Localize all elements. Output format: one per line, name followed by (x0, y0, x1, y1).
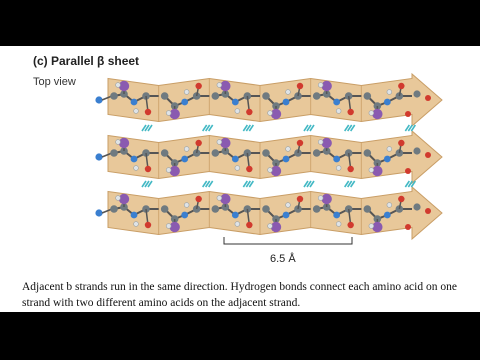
oxygen-atom (398, 196, 404, 202)
distance-bracket (224, 237, 352, 244)
hydrogen-atom (318, 83, 323, 88)
hydrogen-atom (134, 222, 139, 227)
oxygen-atom (398, 140, 404, 146)
carbon-atom (212, 92, 220, 100)
carbon-atom (161, 149, 169, 157)
nitrogen-atom (333, 99, 340, 106)
hydrogen-atom (116, 83, 121, 88)
hydrogen-atom (268, 224, 273, 229)
carbon-atom (110, 205, 118, 213)
nitrogen-atom (384, 99, 391, 106)
hydrogen-atom (217, 140, 222, 145)
hydrogen-atom (336, 109, 341, 114)
carbon-atom (364, 205, 372, 213)
oxygen-atom (347, 109, 353, 115)
distance-label: 6.5 Å (270, 253, 296, 265)
carbon-atom (161, 92, 169, 100)
hydrogen-atom (235, 222, 240, 227)
oxygen-atom (246, 166, 252, 172)
carbon-atom (413, 90, 420, 97)
carbon-atom (313, 92, 321, 100)
nitrogen-atom (95, 209, 102, 216)
oxygen-atom (405, 224, 411, 230)
carbon-atom (413, 147, 420, 154)
oxygen-atom (145, 222, 151, 228)
oxygen-atom (425, 95, 431, 101)
nitrogen-atom (181, 156, 188, 163)
hydrogen-atom (184, 90, 189, 95)
hydrogen-atom (318, 140, 323, 145)
oxygen-atom (297, 196, 303, 202)
nitrogen-atom (95, 153, 102, 160)
hydrogen-atom (286, 147, 291, 152)
nitrogen-atom (232, 212, 239, 219)
hydrogen-atom (184, 203, 189, 208)
carbon-atom (262, 149, 270, 157)
oxygen-atom (398, 83, 404, 89)
nitrogen-atom (333, 212, 340, 219)
carbon-atom (212, 149, 220, 157)
hydrogen-atom (387, 203, 392, 208)
carbon-atom (313, 149, 321, 157)
hydrogen-atom (184, 147, 189, 152)
oxygen-atom (145, 166, 151, 172)
hydrogen-atom (369, 224, 374, 229)
nitrogen-atom (283, 156, 290, 163)
nitrogen-atom (283, 99, 290, 106)
caption: Adjacent b strands run in the same direction. Hydrogen bonds connect each amino acid on one strand with two different amino acids on the adjacent strand. (22, 281, 457, 309)
slide (0, 46, 480, 312)
hydrogen-atom (369, 168, 374, 173)
hydrogen-atom (286, 90, 291, 95)
nitrogen-atom (232, 156, 239, 163)
carbon-atom (110, 149, 118, 157)
oxygen-atom (297, 140, 303, 146)
oxygen-atom (425, 208, 431, 214)
carbon-atom (161, 205, 169, 213)
hydrogen-atom (217, 83, 222, 88)
oxygen-atom (405, 168, 411, 174)
figure-title: (c) Parallel β sheet (33, 54, 140, 68)
nitrogen-atom (384, 212, 391, 219)
hydrogen-atom (387, 90, 392, 95)
oxygen-atom (195, 196, 201, 202)
oxygen-atom (347, 222, 353, 228)
hydrogen-atom (268, 168, 273, 173)
hydrogen-atom (235, 166, 240, 171)
oxygen-atom (347, 166, 353, 172)
oxygen-atom (297, 83, 303, 89)
hydrogen-atom (166, 168, 171, 173)
hydrogen-atom (217, 196, 222, 201)
nitrogen-atom (333, 156, 340, 163)
oxygen-atom (425, 152, 431, 158)
nitrogen-atom (283, 212, 290, 219)
carbon-atom (262, 92, 270, 100)
hydrogen-atom (134, 109, 139, 114)
oxygen-atom (195, 83, 201, 89)
carbon-atom (413, 203, 420, 210)
nitrogen-atom (181, 212, 188, 219)
carbon-atom (110, 92, 118, 100)
hydrogen-atom (336, 166, 341, 171)
carbon-atom (364, 92, 372, 100)
hydrogen-atom (116, 140, 121, 145)
carbon-atom (364, 149, 372, 157)
hydrogen-atom (166, 224, 171, 229)
oxygen-atom (246, 222, 252, 228)
hydrogen-atom (286, 203, 291, 208)
oxygen-atom (195, 140, 201, 146)
nitrogen-atom (131, 212, 138, 219)
oxygen-atom (145, 109, 151, 115)
hydrogen-atom (318, 196, 323, 201)
hydrogen-atom (166, 111, 171, 116)
hydrogen-atom (116, 196, 121, 201)
hydrogen-atom (268, 111, 273, 116)
nitrogen-atom (95, 96, 102, 103)
nitrogen-atom (131, 99, 138, 106)
hydrogen-atom (235, 109, 240, 114)
oxygen-atom (405, 111, 411, 117)
hydrogen-atom (336, 222, 341, 227)
carbon-atom (262, 205, 270, 213)
hydrogen-atom (134, 166, 139, 171)
figure-subtitle: Top view (33, 76, 76, 88)
nitrogen-atom (181, 99, 188, 106)
nitrogen-atom (131, 156, 138, 163)
hydrogen-atom (387, 147, 392, 152)
carbon-atom (313, 205, 321, 213)
nitrogen-atom (384, 156, 391, 163)
oxygen-atom (246, 109, 252, 115)
hydrogen-atom (369, 111, 374, 116)
carbon-atom (212, 205, 220, 213)
nitrogen-atom (232, 99, 239, 106)
